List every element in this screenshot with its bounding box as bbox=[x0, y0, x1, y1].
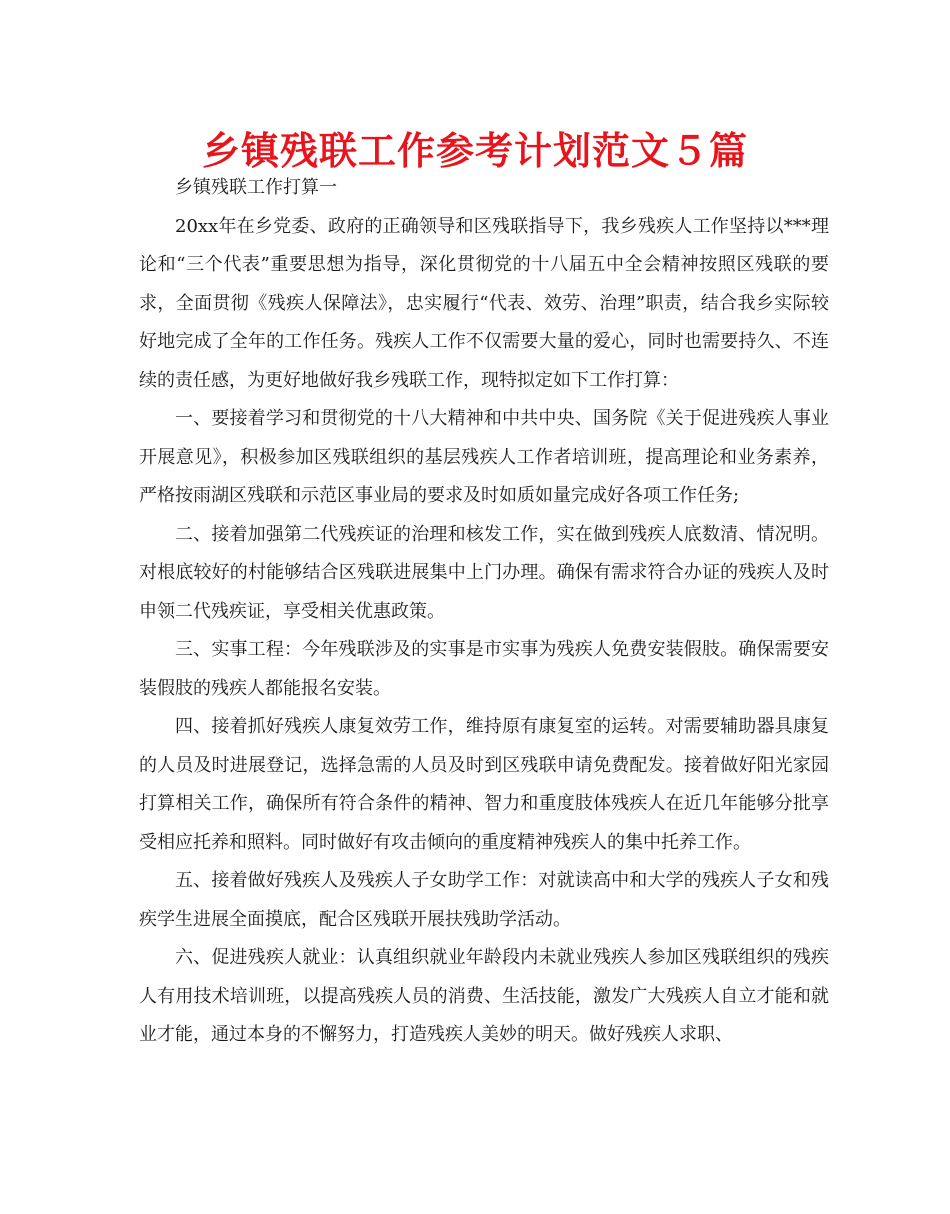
paragraph-item-2: 二、接着加强第二代残疾证的治理和核发工作，实在做到残疾人底数清、情况明。对根底较好的村能够结合区残联进展集中上门办理。确保有需求符合办证的残疾人及时申领二代残疾证，享受相关优惠政策。 bbox=[139, 523, 829, 622]
paragraph-item-5: 五、接着做好残疾人及残疾人子女助学工作：对就读高中和大学的残疾人子女和残疾学生进展全面摸底，配合区残联开展扶残助学活动。 bbox=[139, 870, 829, 930]
paragraph-item-4: 四、接着抓好残疾人康复效劳工作，维持原有康复室的运转。对需要辅助器具康复的人员及时进展登记，选择急需的人员及时到区残联申请免费配发。接着做好阳光家园打算相关工作，确保所有符合条件的精神、智力和重度肢体残疾人在近几年能够分批享受相应托养和照料。同时做好有攻击倾向的重度精神残疾人的集中托养工作。 bbox=[139, 716, 829, 853]
paragraph-item-1: 一、要接着学习和贯彻党的十八大精神和中共中央、国务院《关于促进残疾人事业开展意见》，积极参加区残联组织的基层残疾人工作者培训班，提高理论和业务素养，严格按雨湖区残联和示范区事业局的要求及时如质如量完成好各项工作任务; bbox=[139, 408, 829, 506]
section-heading: 乡镇残联工作打算一 bbox=[175, 177, 337, 198]
document-body bbox=[139, 169, 829, 1055]
paragraph-item-6: 六、促进残疾人就业：认真组织就业年龄段内未就业残疾人参加区残联组织的残疾人有用技术培训班，以提高残疾人员的消费、生活技能，激发广大残疾人自立才能和就业才能，通过本身的不懈努力，打造残疾人美妙的明天。做好残疾人求职、 bbox=[139, 947, 829, 1045]
paragraph-intro: 20xx年在乡党委、政府的正确领导和区残联指导下，我乡残疾人工作坚持以***理论和“三个代表”重要思想为指导，深化贯彻党的十八届五中全会精神按照区残联的要求，全面贯彻《残疾人保障法》，忠实履行“代表、效劳、治理”职责，结合我乡实际较好地完成了全年的工作任务。残疾人工作不仅需要大量的爱心，同时也需要持久、不连续的责任感，为更好地做好我乡残联工作，现特拟定如下工作打算： bbox=[139, 215, 829, 391]
paragraph-item-3: 三、实事工程：今年残联涉及的实事是市实事为残疾人免费安装假肢。确保需要安装假肢的残疾人都能报名安装。 bbox=[139, 639, 829, 699]
document-title: 乡镇残联工作参考计划范文５篇 bbox=[201, 129, 748, 173]
